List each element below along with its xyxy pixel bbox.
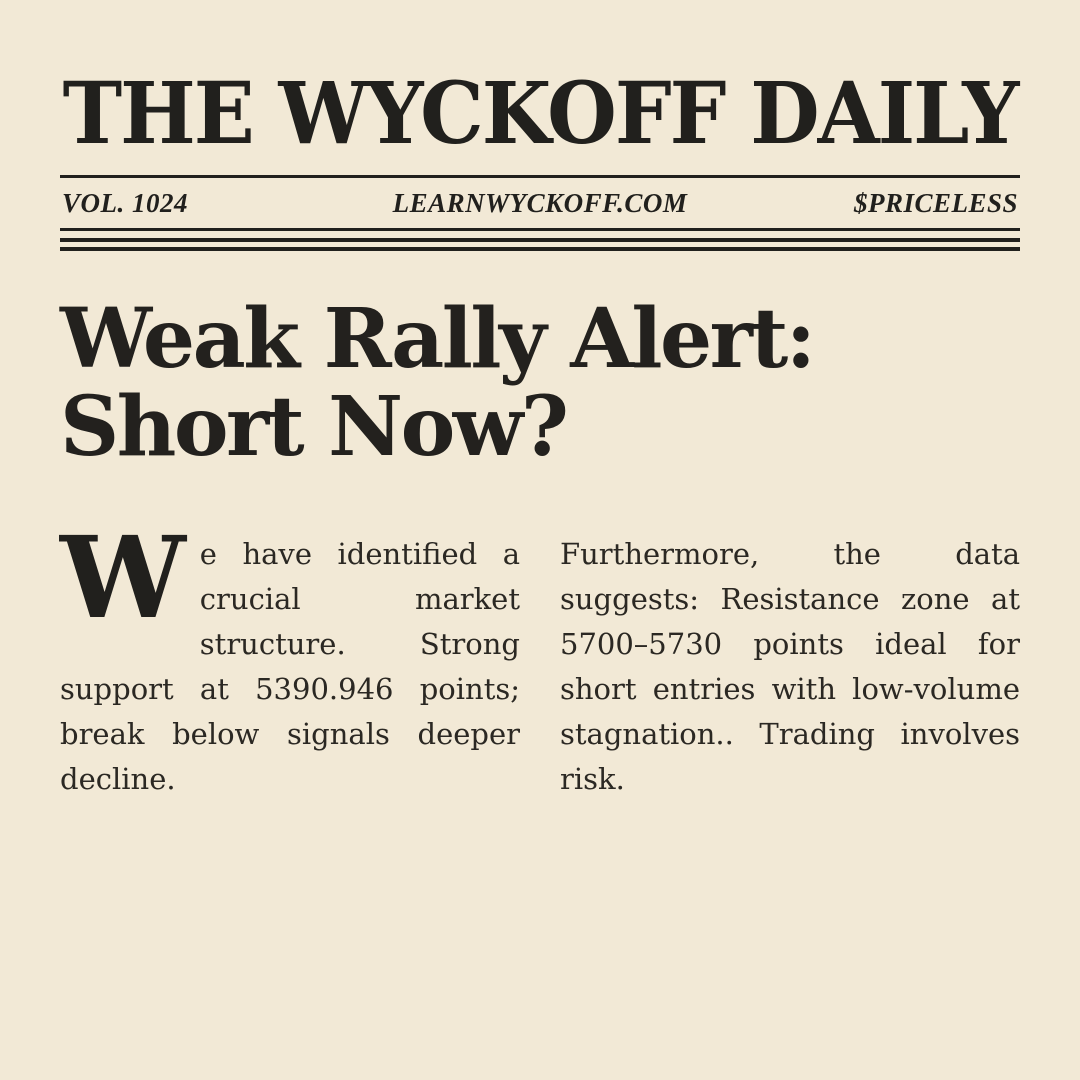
article-column-1-text: e have identified a crucial market structure. Strong support at 5390.946 points; break below signals deeper decline.	[60, 537, 520, 796]
article-body	[60, 503, 1020, 831]
price-label: $PRICELESS	[853, 188, 1019, 218]
article-column-1	[60, 513, 520, 802]
article-column-2-text: Furthermore, the data suggests: Resistance zone at 5700–5730 points ideal for short entries with low-volume stagnation.. Trading involves risk.	[560, 537, 1020, 796]
mid-rule	[60, 228, 1020, 231]
drop-cap: W	[60, 513, 186, 644]
infobar	[60, 178, 1020, 228]
masthead	[60, 0, 1020, 164]
article-column-2	[560, 532, 1020, 802]
masthead-title: THE WYCKOFF DAILY	[62, 63, 1018, 164]
double-rule	[60, 238, 1020, 251]
headline-line-1: Weak Rally Alert:	[60, 291, 814, 387]
headline-line-2: Short Now?	[60, 379, 567, 475]
volume-label: VOL. 1024	[62, 188, 188, 218]
website-label: LEARNWYCKOFF.COM	[392, 188, 688, 218]
headline	[60, 291, 1020, 475]
